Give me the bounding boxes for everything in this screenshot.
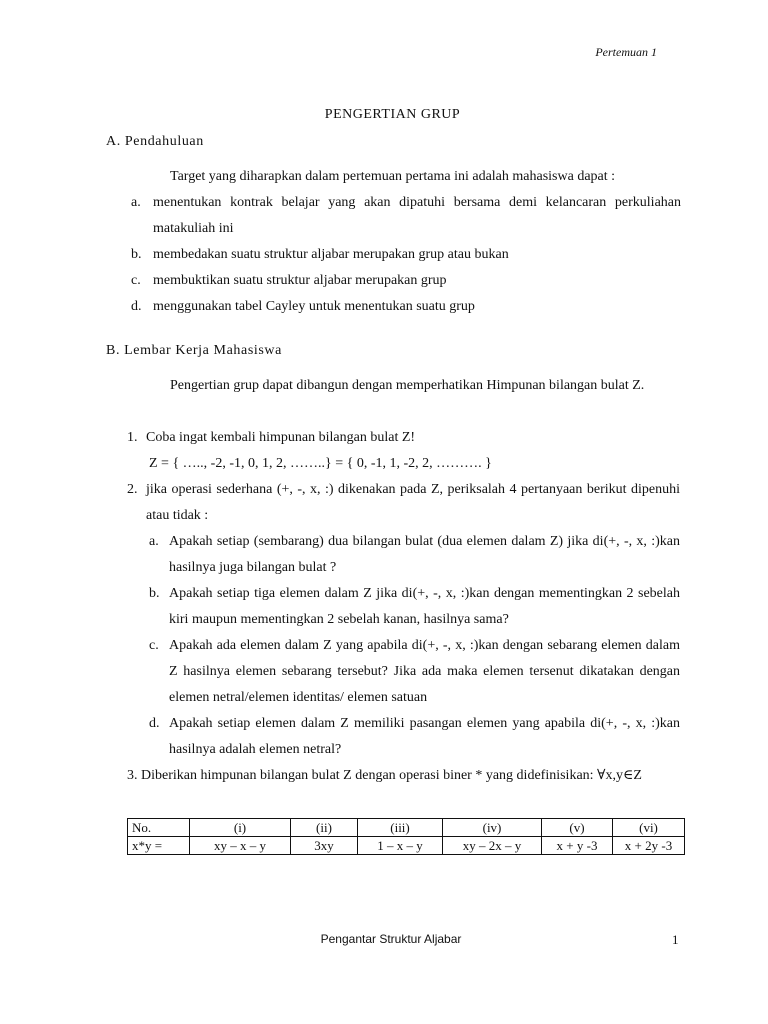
table-cell: x + y -3 xyxy=(542,837,613,855)
item-text: jika operasi sederhana (+, -, x, :) dikenakan pada Z, periksalah 4 pertanyaan berikut dipenuhi atau tidak : xyxy=(146,482,680,523)
table-cell: x + 2y -3 xyxy=(613,837,685,855)
table-cell: (ii) xyxy=(291,819,358,837)
objective-text: menggunakan tabel Cayley untuk menentukan suatu grup xyxy=(153,299,475,314)
worksheet-item-3: 3. Diberikan himpunan bilangan bulat Z dengan operasi biner * yang didefinisikan: ∀x,y∈Z xyxy=(127,768,642,783)
table-header-row xyxy=(128,819,685,837)
item-number: 2. xyxy=(127,482,138,497)
table-cell: 3xy xyxy=(291,837,358,855)
table-cell: x*y = xyxy=(128,837,190,855)
objective-text: membedakan suatu struktur aljabar merupakan grup atau bukan xyxy=(153,247,509,262)
question-text: Apakah setiap tiga elemen dalam Z jika di(+, -, x, :)kan dengan mementingkan 2 sebelah kiri maupun mementingkan 2 sebelah kanan, hasilnya sama? xyxy=(169,586,680,627)
question-marker: a. xyxy=(149,534,159,549)
page-number: 1 xyxy=(672,932,679,947)
table-cell: (v) xyxy=(542,819,613,837)
page-title: PENGERTIAN GRUP xyxy=(324,107,461,122)
table-cell: (iii) xyxy=(358,819,443,837)
section-a-heading: A. Pendahuluan xyxy=(106,134,204,149)
operation-table xyxy=(127,818,685,855)
footer-course-title: Pengantar Struktur Aljabar xyxy=(320,932,462,946)
item-text: Coba ingat kembali himpunan bilangan bulat Z! xyxy=(146,430,416,445)
objective-marker: b. xyxy=(131,247,142,262)
table-cell: (iv) xyxy=(443,819,542,837)
objective-text: membuktikan suatu struktur aljabar merupakan grup xyxy=(153,273,447,288)
table-cell: 1 – x – y xyxy=(358,837,443,855)
table-cell: (i) xyxy=(190,819,291,837)
objective-marker: d. xyxy=(131,299,142,314)
question-marker: d. xyxy=(149,716,160,731)
table-row xyxy=(128,837,685,855)
objective-text: menentukan kontrak belajar yang akan dipatuhi bersama demi kelancaran perkuliahan matakuliah ini xyxy=(153,195,681,236)
table-cell: xy – x – y xyxy=(190,837,291,855)
section-a-intro: Target yang diharapkan dalam pertemuan pertama ini adalah mahasiswa dapat : xyxy=(170,169,616,184)
question-marker: c. xyxy=(149,638,159,653)
table-cell: No. xyxy=(128,819,190,837)
section-b-heading: B. Lembar Kerja Mahasiswa xyxy=(106,343,282,358)
meeting-label: Pertemuan 1 xyxy=(595,45,657,59)
question-marker: b. xyxy=(149,586,160,601)
objective-marker: a. xyxy=(131,195,141,210)
question-text: Apakah setiap (sembarang) dua bilangan bulat (dua elemen dalam Z) jika di(+, -, x, :)kan hasilnya juga bilangan bulat ? xyxy=(169,534,680,575)
question-text: Apakah ada elemen dalam Z yang apabila di(+, -, x, :)kan dengan sebarang elemen dalam Z hasilnya elemen sebarang tersebut? Jika ada maka elemen tersenut dikatakan dengan elemen netral/elemen identitas/ elemen satuan xyxy=(169,638,680,705)
table-cell: xy – 2x – y xyxy=(443,837,542,855)
item-number: 1. xyxy=(127,430,138,445)
objective-marker: c. xyxy=(131,273,141,288)
table-cell: (vi) xyxy=(613,819,685,837)
section-b-intro: Pengertian grup dapat dibangun dengan memperhatikan Himpunan bilangan bulat Z. xyxy=(170,378,645,393)
question-text: Apakah setiap elemen dalam Z memiliki pasangan elemen yang apabila di(+, -, x, :)kan hasilnya adalah elemen netral? xyxy=(169,716,680,757)
integer-set-definition: Z = { ….., -2, -1, 0, 1, 2, ……..} = { 0, -1, 1, -2, 2, ………. } xyxy=(149,456,492,471)
